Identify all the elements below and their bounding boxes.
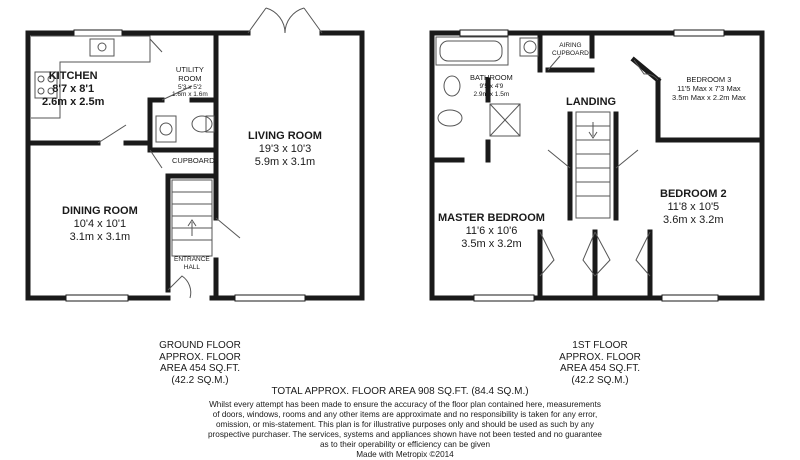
living-room-size-imperial: 19'3 x 10'3 xyxy=(258,142,312,155)
ground-floor-summary-line-1: GROUND FLOOR xyxy=(159,340,241,351)
bedroom-2-label xyxy=(660,188,727,227)
ground-floor-summary-line-3: AREA 454 SQ.FT. xyxy=(159,363,241,374)
dining-room-name: DINING ROOM xyxy=(62,205,138,217)
ground-floor-summary-line-4: (42.2 SQ.M.) xyxy=(171,374,229,386)
airing-cupboard-name-1: AIRING xyxy=(559,42,582,49)
airing-cupboard-label xyxy=(552,42,589,57)
dining-room-label xyxy=(62,205,138,244)
living-room-name: LIVING ROOM xyxy=(248,130,322,142)
utility-name-1: UTILITY xyxy=(175,65,204,74)
landing-label: LANDING xyxy=(566,96,617,108)
master-bedroom-size-metric: 3.5m x 3.2m xyxy=(461,237,522,250)
disclaimer xyxy=(205,400,605,460)
first-floor-summary-line-4: (42.2 SQ.M.) xyxy=(571,374,629,386)
utility-label xyxy=(172,66,208,99)
airing-cupboard-name-2: CUPBOARD xyxy=(552,49,589,57)
entrance-hall-label xyxy=(174,256,210,271)
master-bedroom-size-imperial: 11'6 x 10'6 xyxy=(465,224,518,237)
disclaimer-line-6: Made with Metropix ©2014 xyxy=(356,450,454,459)
utility-size-imperial: 5'3 x 5'2 xyxy=(177,83,202,91)
first-floor-summary-line-3: AREA 454 SQ.FT. xyxy=(559,363,641,374)
ground-floor-summary xyxy=(140,340,260,386)
bedroom-2-name: BEDROOM 2 xyxy=(660,188,727,200)
first-floor-summary-line-2: APPROX. FLOOR xyxy=(559,351,641,363)
disclaimer-line-1: Whilst every attempt has been made to ensure the accuracy of the floor plan contained here, measurements xyxy=(209,400,601,409)
kitchen-size-metric: 2.6m x 2.5m xyxy=(42,95,105,108)
disclaimer-line-3: omission, or mis-statement. This plan is for illustrative purposes only and should be used as such by any xyxy=(215,420,595,429)
kitchen-size-imperial: 8'7 x 8'1 xyxy=(52,82,95,95)
entrance-hall-name-2: HALL xyxy=(183,263,201,271)
bedroom-3-label xyxy=(672,76,746,103)
total-floor-area: TOTAL APPROX. FLOOR AREA 908 SQ.FT. (84.4 SQ.M.) xyxy=(271,386,529,397)
cupboard-label: CUPBOARD xyxy=(172,156,215,165)
disclaimer-line-5: as to their operability or efficiency can be given xyxy=(319,440,491,449)
bathroom-size-metric: 2.9m x 1.5m xyxy=(473,90,510,98)
bathroom-label xyxy=(470,74,513,98)
kitchen-label xyxy=(42,70,104,109)
disclaimer-line-2: of doors, windows, rooms and any other items are approximate and no responsibility is taken for any error, xyxy=(212,410,598,419)
master-bedroom-label xyxy=(438,212,545,251)
bathroom-name: BATHROOM xyxy=(470,73,513,82)
dining-room-size-imperial: 10'4 x 10'1 xyxy=(73,217,127,230)
first-floor-summary-line-1: 1ST FLOOR xyxy=(572,340,628,351)
bedroom-3-name: BEDROOM 3 xyxy=(686,75,732,84)
bathroom-size-imperial: 9'5 x 4'9 xyxy=(479,82,504,90)
bedroom-3-size-imperial: 11'5 Max x 7'3 Max xyxy=(677,83,741,93)
bedroom-2-size-metric: 3.6m x 3.2m xyxy=(663,213,724,226)
master-bedroom-name: MASTER BEDROOM xyxy=(438,212,545,224)
utility-size-metric: 1.6m x 1.6m xyxy=(172,91,208,99)
living-room-size-metric: 5.9m x 3.1m xyxy=(254,155,316,168)
living-room-label xyxy=(248,130,322,169)
entrance-hall-name-1: ENTRANCE xyxy=(174,256,210,263)
bedroom-2-size-imperial: 11'8 x 10'5 xyxy=(667,200,720,213)
disclaimer-line-4: prospective purchaser. The services, systems and appliances shown have not been tested and no guarantee xyxy=(207,430,602,439)
utility-name-2: ROOM xyxy=(178,73,202,83)
bedroom-3-size-metric: 3.5m Max x 2.2m Max xyxy=(672,92,746,102)
ground-floor-summary-line-2: APPROX. FLOOR xyxy=(159,351,241,363)
dining-room-size-metric: 3.1m x 3.1m xyxy=(69,230,131,243)
first-floor-summary xyxy=(540,340,660,386)
kitchen-name: KITCHEN xyxy=(48,70,98,82)
